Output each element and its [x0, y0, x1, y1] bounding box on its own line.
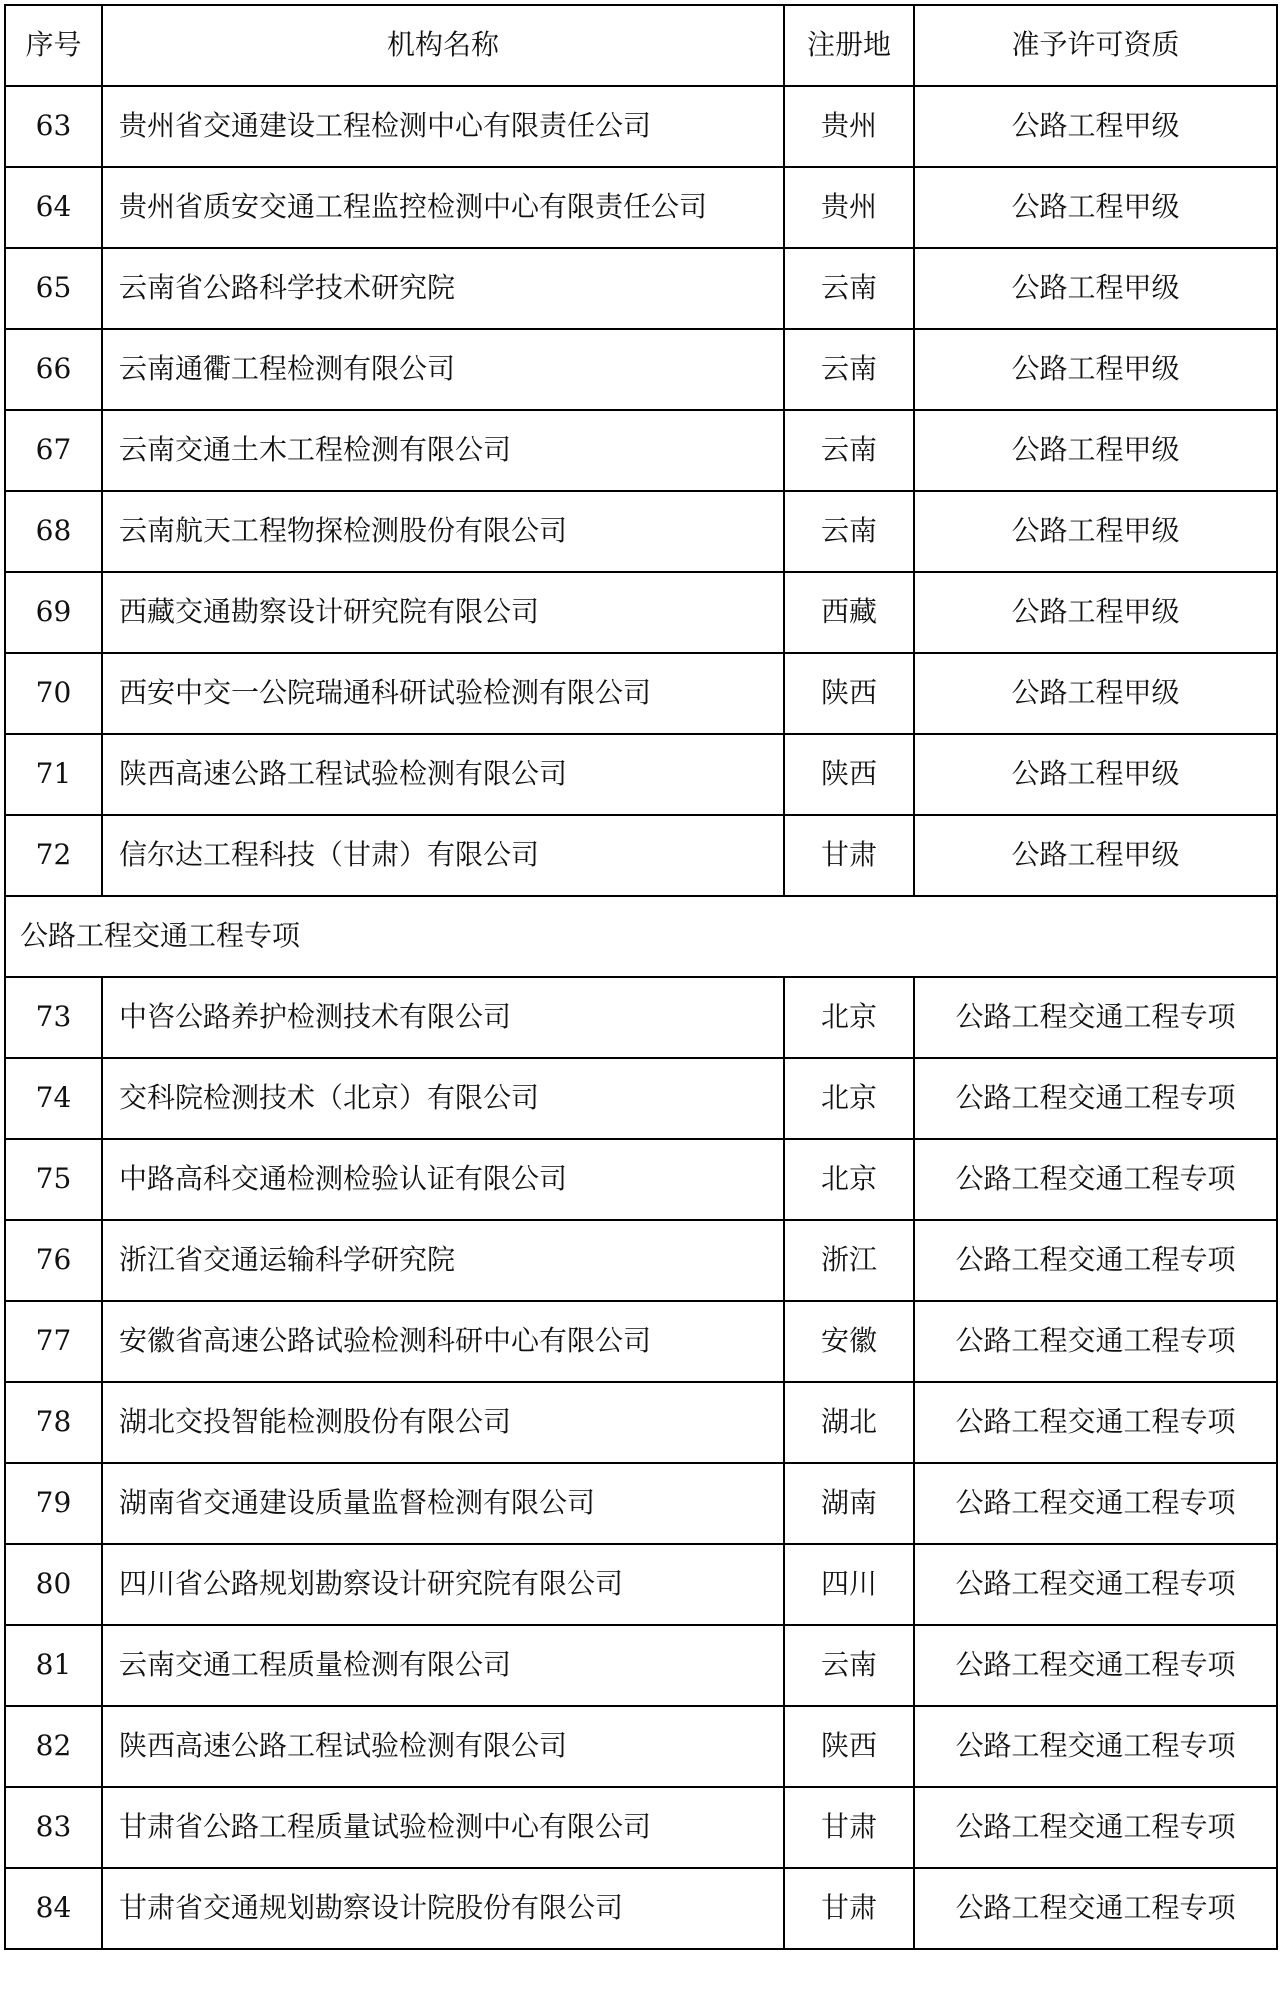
cell-registered-place: 北京 — [784, 1058, 914, 1139]
cell-registered-place: 云南 — [784, 1625, 914, 1706]
table-row — [5, 572, 1277, 653]
cell-qualification: 公路工程交通工程专项 — [914, 1544, 1277, 1625]
cell-registered-place: 甘肃 — [784, 1868, 914, 1949]
cell-qualification: 公路工程交通工程专项 — [914, 1301, 1277, 1382]
header-name: 机构名称 — [102, 5, 784, 86]
cell-institution-name: 云南交通土木工程检测有限公司 — [102, 410, 784, 491]
table-row — [5, 1139, 1277, 1220]
cell-institution-name: 浙江省交通运输科学研究院 — [102, 1220, 784, 1301]
table-row — [5, 1544, 1277, 1625]
cell-institution-name: 甘肃省公路工程质量试验检测中心有限公司 — [102, 1787, 784, 1868]
cell-registered-place: 北京 — [784, 977, 914, 1058]
cell-no: 84 — [5, 1868, 102, 1949]
cell-institution-name: 甘肃省交通规划勘察设计院股份有限公司 — [102, 1868, 784, 1949]
cell-registered-place: 陕西 — [784, 653, 914, 734]
cell-institution-name: 云南交通工程质量检测有限公司 — [102, 1625, 784, 1706]
institution-table — [4, 4, 1278, 1950]
cell-registered-place: 云南 — [784, 491, 914, 572]
cell-qualification: 公路工程甲级 — [914, 734, 1277, 815]
cell-no: 69 — [5, 572, 102, 653]
cell-institution-name: 陕西高速公路工程试验检测有限公司 — [102, 734, 784, 815]
cell-institution-name: 陕西高速公路工程试验检测有限公司 — [102, 1706, 784, 1787]
cell-registered-place: 西藏 — [784, 572, 914, 653]
table-row — [5, 410, 1277, 491]
cell-no: 76 — [5, 1220, 102, 1301]
cell-no: 65 — [5, 248, 102, 329]
cell-qualification: 公路工程交通工程专项 — [914, 1382, 1277, 1463]
cell-no: 67 — [5, 410, 102, 491]
table-row — [5, 1058, 1277, 1139]
cell-institution-name: 西藏交通勘察设计研究院有限公司 — [102, 572, 784, 653]
table-row — [5, 248, 1277, 329]
header-qualification: 准予许可资质 — [914, 5, 1277, 86]
cell-institution-name: 云南航天工程物探检测股份有限公司 — [102, 491, 784, 572]
cell-no: 68 — [5, 491, 102, 572]
cell-no: 66 — [5, 329, 102, 410]
cell-no: 74 — [5, 1058, 102, 1139]
cell-qualification: 公路工程交通工程专项 — [914, 1868, 1277, 1949]
cell-no: 63 — [5, 86, 102, 167]
section-row — [5, 896, 1277, 977]
cell-registered-place: 陕西 — [784, 1706, 914, 1787]
cell-qualification: 公路工程交通工程专项 — [914, 1058, 1277, 1139]
header-registered: 注册地 — [784, 5, 914, 86]
cell-no: 78 — [5, 1382, 102, 1463]
cell-institution-name: 贵州省交通建设工程检测中心有限责任公司 — [102, 86, 784, 167]
cell-institution-name: 云南省公路科学技术研究院 — [102, 248, 784, 329]
cell-qualification: 公路工程交通工程专项 — [914, 977, 1277, 1058]
table-row — [5, 1382, 1277, 1463]
cell-institution-name: 西安中交一公院瑞通科研试验检测有限公司 — [102, 653, 784, 734]
cell-registered-place: 贵州 — [784, 167, 914, 248]
cell-qualification: 公路工程甲级 — [914, 410, 1277, 491]
cell-qualification: 公路工程甲级 — [914, 329, 1277, 410]
cell-qualification: 公路工程甲级 — [914, 167, 1277, 248]
section-label: 公路工程交通工程专项 — [5, 896, 1277, 977]
cell-registered-place: 甘肃 — [784, 815, 914, 896]
cell-institution-name: 贵州省质安交通工程监控检测中心有限责任公司 — [102, 167, 784, 248]
table-row — [5, 1706, 1277, 1787]
table-body — [5, 86, 1277, 1949]
table-row — [5, 329, 1277, 410]
table-row — [5, 653, 1277, 734]
cell-qualification: 公路工程甲级 — [914, 248, 1277, 329]
cell-registered-place: 甘肃 — [784, 1787, 914, 1868]
cell-institution-name: 中咨公路养护检测技术有限公司 — [102, 977, 784, 1058]
cell-no: 64 — [5, 167, 102, 248]
cell-qualification: 公路工程交通工程专项 — [914, 1787, 1277, 1868]
cell-institution-name: 云南通衢工程检测有限公司 — [102, 329, 784, 410]
cell-no: 73 — [5, 977, 102, 1058]
cell-qualification: 公路工程交通工程专项 — [914, 1463, 1277, 1544]
table-row — [5, 1463, 1277, 1544]
table-row — [5, 167, 1277, 248]
table-row — [5, 1301, 1277, 1382]
cell-qualification: 公路工程甲级 — [914, 815, 1277, 896]
cell-registered-place: 四川 — [784, 1544, 914, 1625]
cell-registered-place: 北京 — [784, 1139, 914, 1220]
cell-no: 80 — [5, 1544, 102, 1625]
cell-registered-place: 陕西 — [784, 734, 914, 815]
cell-qualification: 公路工程甲级 — [914, 653, 1277, 734]
cell-registered-place: 贵州 — [784, 86, 914, 167]
cell-institution-name: 四川省公路规划勘察设计研究院有限公司 — [102, 1544, 784, 1625]
cell-no: 79 — [5, 1463, 102, 1544]
cell-institution-name: 信尔达工程科技（甘肃）有限公司 — [102, 815, 784, 896]
table-row — [5, 977, 1277, 1058]
table-row — [5, 1868, 1277, 1949]
table-row — [5, 1625, 1277, 1706]
cell-registered-place: 湖北 — [784, 1382, 914, 1463]
cell-no: 81 — [5, 1625, 102, 1706]
cell-no: 83 — [5, 1787, 102, 1868]
cell-institution-name: 湖南省交通建设质量监督检测有限公司 — [102, 1463, 784, 1544]
table-row — [5, 734, 1277, 815]
cell-qualification: 公路工程交通工程专项 — [914, 1625, 1277, 1706]
table-row — [5, 86, 1277, 167]
table-header-row — [5, 5, 1277, 86]
cell-qualification: 公路工程甲级 — [914, 491, 1277, 572]
cell-registered-place: 云南 — [784, 329, 914, 410]
table-row — [5, 1220, 1277, 1301]
cell-qualification: 公路工程甲级 — [914, 86, 1277, 167]
table-row — [5, 1787, 1277, 1868]
cell-no: 82 — [5, 1706, 102, 1787]
cell-no: 75 — [5, 1139, 102, 1220]
header-no: 序号 — [5, 5, 102, 86]
cell-no: 70 — [5, 653, 102, 734]
cell-registered-place: 湖南 — [784, 1463, 914, 1544]
cell-qualification: 公路工程交通工程专项 — [914, 1220, 1277, 1301]
cell-registered-place: 云南 — [784, 410, 914, 491]
cell-institution-name: 交科院检测技术（北京）有限公司 — [102, 1058, 784, 1139]
cell-registered-place: 安徽 — [784, 1301, 914, 1382]
cell-institution-name: 中路高科交通检测检验认证有限公司 — [102, 1139, 784, 1220]
cell-qualification: 公路工程甲级 — [914, 572, 1277, 653]
cell-registered-place: 浙江 — [784, 1220, 914, 1301]
cell-registered-place: 云南 — [784, 248, 914, 329]
table-row — [5, 491, 1277, 572]
table-row — [5, 815, 1277, 896]
cell-no: 71 — [5, 734, 102, 815]
cell-qualification: 公路工程交通工程专项 — [914, 1706, 1277, 1787]
cell-institution-name: 安徽省高速公路试验检测科研中心有限公司 — [102, 1301, 784, 1382]
cell-qualification: 公路工程交通工程专项 — [914, 1139, 1277, 1220]
cell-no: 77 — [5, 1301, 102, 1382]
cell-institution-name: 湖北交投智能检测股份有限公司 — [102, 1382, 784, 1463]
cell-no: 72 — [5, 815, 102, 896]
